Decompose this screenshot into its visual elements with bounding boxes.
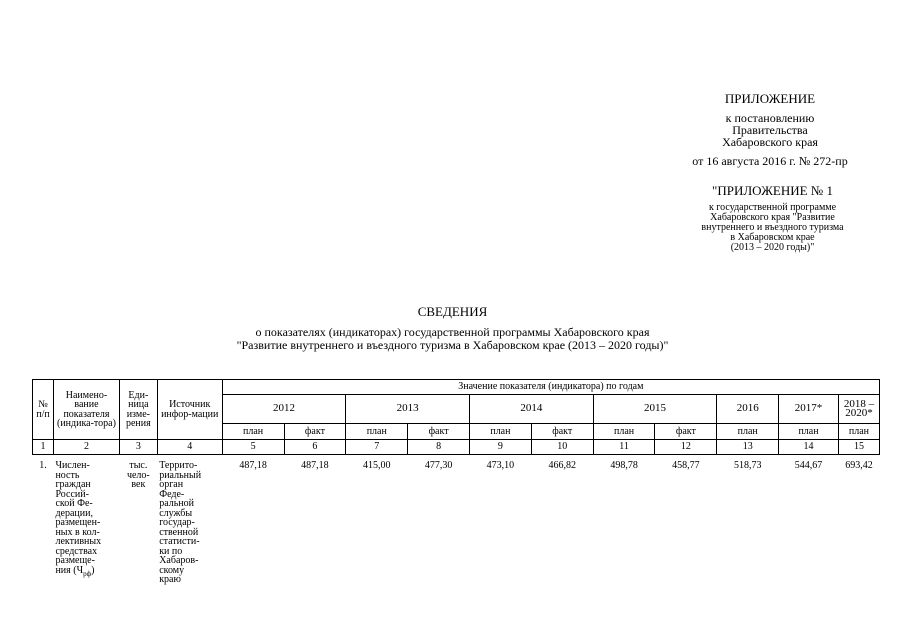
value-cell: 487,18 (239, 460, 267, 471)
plan-header: план (222, 424, 284, 440)
column-number: 12 (655, 440, 717, 455)
column-number-row (33, 440, 880, 455)
header-row (33, 380, 880, 395)
column-number: 5 (222, 440, 284, 455)
indicator-name-text: Числен- ность граждан Россий- ской Фе- дерации, размещен- ных в кол- лективных средствах размеще- ния (Ч (55, 460, 102, 576)
annex-reference (655, 112, 885, 148)
program-annex-line: Хабаровского края "Развитие (710, 212, 835, 223)
header-values-by-year: Значение показателя (индикатора) по годам (222, 380, 879, 395)
header-unit: Еди-ница изме-рения (119, 380, 157, 440)
indicator-source: Террито- риальный орган Феде- ральной службы государ- ственной статисти- ки по Хабаров- скому краю (159, 460, 202, 585)
column-number: 14 (779, 440, 839, 455)
document-subtitle-line: о показателях (индикаторах) государственной программы Хабаровского края (255, 325, 650, 339)
value-cell: 473,10 (486, 460, 515, 471)
annex-date: от 16 августа 2016 г. № 272-пр (692, 154, 848, 168)
program-annex-reference (670, 203, 875, 253)
indicator-name-end: ) (91, 564, 95, 576)
value-cell: 415,00 (363, 460, 391, 471)
column-number: 2 (53, 440, 119, 455)
document-title: СВЕДЕНИЯ (417, 304, 488, 319)
year-header: 2016 (717, 395, 779, 424)
program-annex-line: внутреннего и въездного туризма (701, 222, 844, 233)
table-row (33, 455, 880, 585)
program-annex-line: к государственной программе (708, 202, 837, 213)
value-cell: 498,78 (610, 460, 638, 471)
value-cell: 458,77 (672, 460, 700, 471)
year-header: 2018 – 2020* (838, 395, 879, 424)
column-number: 9 (470, 440, 532, 455)
document-subtitle-line: "Развитие внутреннего и въездного туризма в Хабаровском крае (2013 – 2020 годы)" (236, 338, 669, 352)
year-header: 2015 (593, 395, 717, 424)
plan-header: план (838, 424, 879, 440)
column-number: 3 (119, 440, 157, 455)
fact-header: факт (655, 424, 717, 440)
fact-header: факт (531, 424, 593, 440)
program-annex-title: "ПРИЛОЖЕНИЕ № 1 (712, 183, 833, 198)
plan-header: план (593, 424, 655, 440)
indicator-subscript: рф (83, 569, 92, 578)
fact-header: факт (284, 424, 346, 440)
plan-header: план (717, 424, 779, 440)
plan-header: план (346, 424, 408, 440)
value-cell: 518,73 (733, 460, 762, 471)
value-cell: 487,18 (301, 460, 329, 471)
value-cell: 544,67 (794, 460, 823, 471)
header-source: Источник инфор-мации (157, 380, 222, 440)
column-number: 15 (838, 440, 879, 455)
column-number: 4 (157, 440, 222, 455)
column-number: 11 (593, 440, 655, 455)
value-cell: 693,42 (845, 460, 873, 471)
fact-header: факт (408, 424, 470, 440)
year-header: 2014 (470, 395, 594, 424)
plan-header: план (779, 424, 839, 440)
annex-reference-line: Правительства (732, 123, 808, 137)
column-number: 13 (717, 440, 779, 455)
indicators-table (32, 379, 880, 585)
program-annex-line: в Хабаровском крае (730, 232, 815, 243)
column-number: 1 (33, 440, 54, 455)
year-header: 2012 (222, 395, 346, 424)
plan-header: план (470, 424, 532, 440)
year-header: 2017* (779, 395, 839, 424)
column-number: 10 (531, 440, 593, 455)
indicator-unit: тыс. чело- век (126, 460, 150, 490)
column-number: 8 (408, 440, 470, 455)
annex-title: ПРИЛОЖЕНИЕ (724, 91, 816, 106)
indicator-name (53, 455, 119, 585)
year-header: 2013 (346, 395, 470, 424)
annex-reference-line: Хабаровского края (722, 135, 818, 149)
document-subtitle (0, 326, 905, 352)
header-indicator-name: Наимено-вание показателя (индика-тора) (53, 380, 119, 440)
value-cell: 477,30 (424, 460, 453, 471)
row-num: 1. (39, 460, 47, 471)
header-num: № п/п (33, 380, 54, 440)
program-annex-line: (2013 – 2020 годы)" (730, 242, 815, 253)
column-number: 6 (284, 440, 346, 455)
annex-reference-line: к постановлению (725, 111, 815, 125)
value-cell: 466,82 (548, 460, 576, 471)
column-number: 7 (346, 440, 408, 455)
